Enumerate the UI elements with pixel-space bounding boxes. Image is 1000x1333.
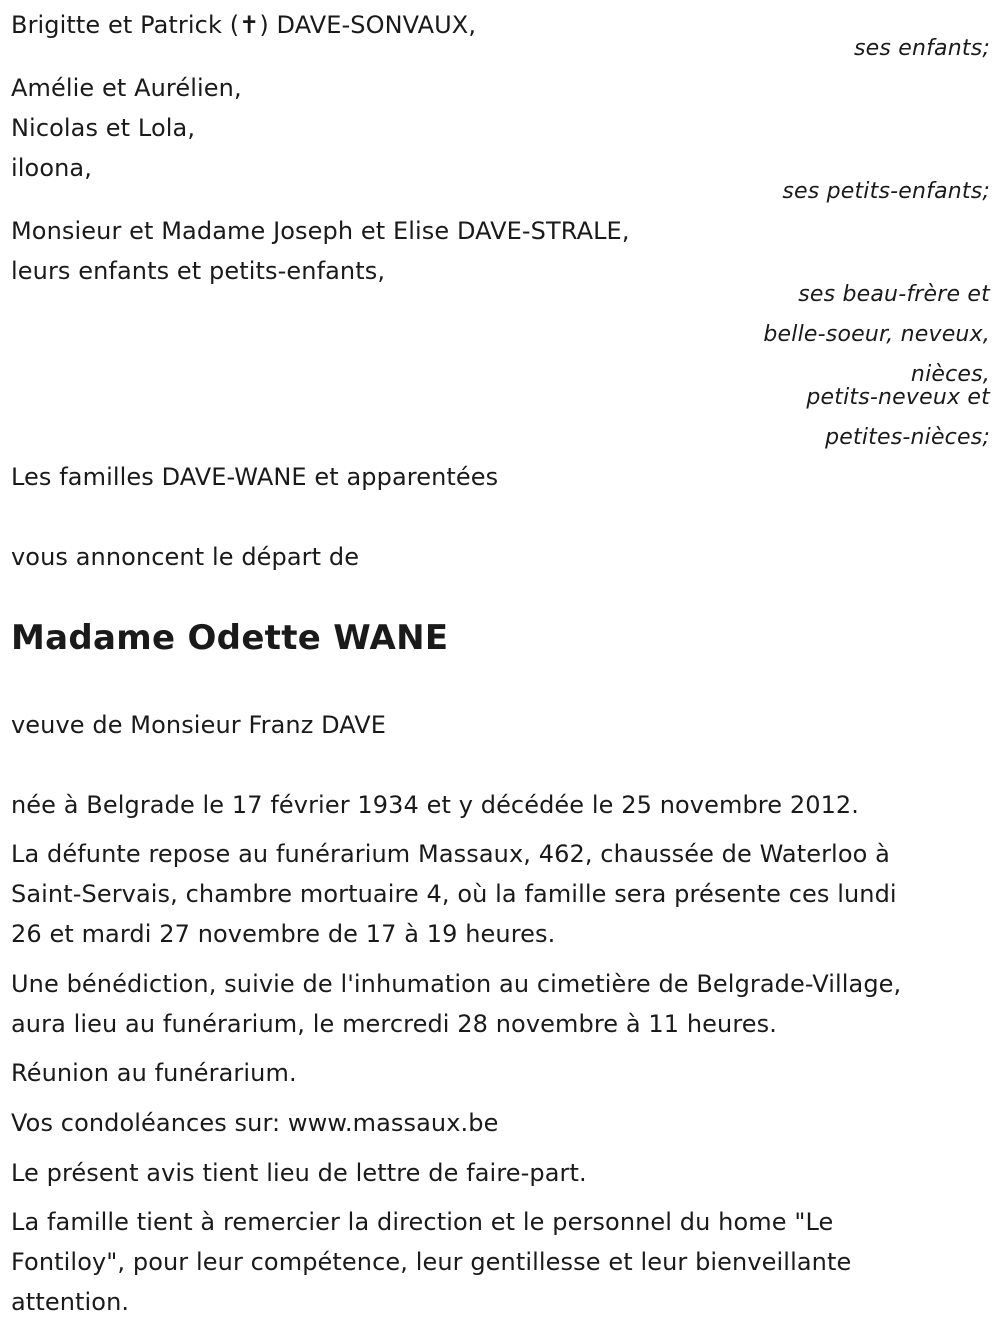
- paragraph-line: La défunte repose au funérarium Massaux, 462, chaussée de Waterloo à: [11, 840, 890, 868]
- paragraph-line: Fontiloy", pour leur compétence, leur gentillesse et leur bienveillante: [11, 1248, 852, 1276]
- condolences-text: Vos condoléances sur: www.massaux.be: [11, 1109, 499, 1137]
- family-relation: ses enfants;: [853, 36, 990, 61]
- family-relation: ses petits-enfants;: [782, 179, 990, 204]
- family-line: Brigitte et Patrick (✝) DAVE-SONVAUX,: [11, 11, 477, 39]
- announcement-text: vous annoncent le départ de: [11, 543, 360, 571]
- family-line: iloona,: [11, 154, 92, 182]
- paragraph-line: Une bénédiction, suivie de l'inhumation au cimetière de Belgrade-Village,: [11, 970, 902, 998]
- family-relation: belle-soeur, neveux,: [763, 322, 990, 347]
- family-line: leurs enfants et petits-enfants,: [11, 257, 386, 285]
- paragraph-line: La famille tient à remercier la direction et le personnel du home "Le: [11, 1208, 834, 1236]
- family-relation: ses beau-frère et: [798, 282, 990, 307]
- widow-of-text: veuve de Monsieur Franz DAVE: [11, 711, 387, 739]
- family-line: Les familles DAVE-WANE et apparentées: [11, 463, 499, 491]
- family-relation: petits-neveux et: [806, 385, 990, 410]
- family-line: Amélie et Aurélien,: [11, 74, 242, 102]
- paragraph-line: Saint-Servais, chambre mortuaire 4, où la famille sera présente ces lundi: [11, 880, 897, 908]
- family-line: Nicolas et Lola,: [11, 114, 196, 142]
- deceased-name: Madame Odette WANE: [11, 618, 449, 658]
- family-line: Monsieur et Madame Joseph et Elise DAVE-STRALE,: [11, 217, 630, 245]
- paragraph-line: 26 et mardi 27 novembre de 17 à 19 heures.: [11, 920, 556, 948]
- paragraph-line: Réunion au funérarium.: [11, 1059, 297, 1087]
- birth-death-text: née à Belgrade le 17 février 1934 et y décédée le 25 novembre 2012.: [11, 791, 860, 819]
- paragraph-line: aura lieu au funérarium, le mercredi 28 novembre à 11 heures.: [11, 1010, 777, 1038]
- paragraph-line: attention.: [11, 1288, 130, 1316]
- family-relation: petites-nièces;: [825, 425, 990, 450]
- paragraph-line: Le présent avis tient lieu de lettre de faire-part.: [11, 1159, 587, 1187]
- family-relation: nièces,: [910, 362, 990, 387]
